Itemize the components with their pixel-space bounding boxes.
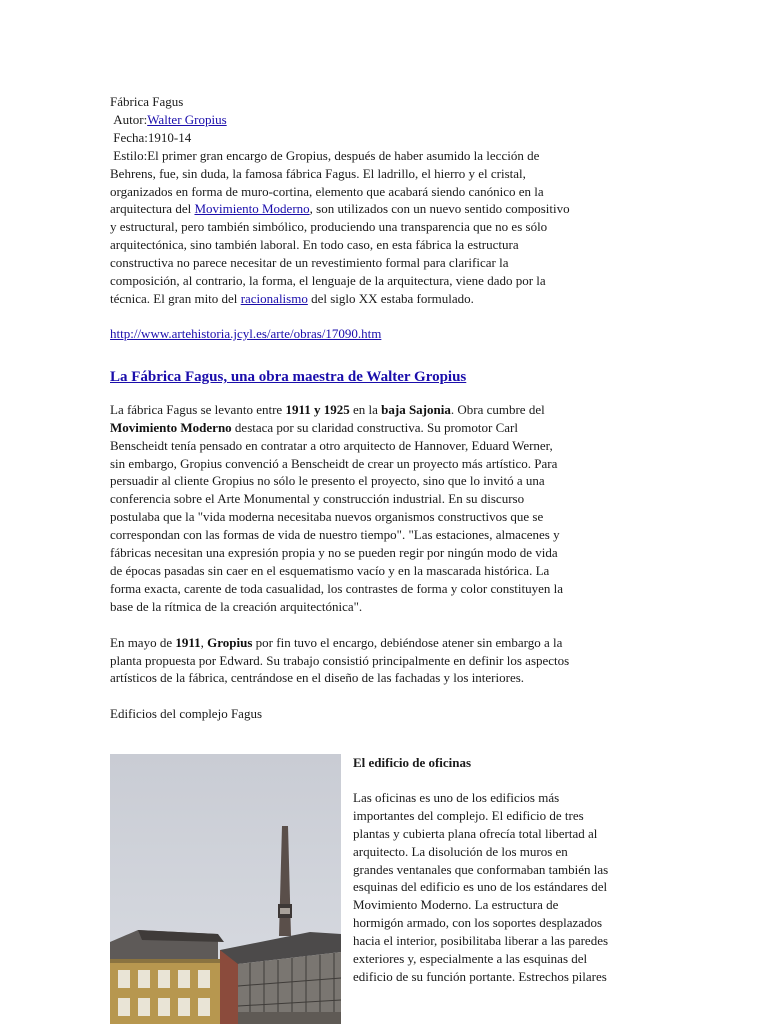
autor-label: Autor: <box>113 111 148 127</box>
p1-line-5: persuadir al cliente Gropius no sólo le presento el proyecto, sino que lo invitó a una <box>110 473 545 489</box>
text-segment: En mayo de <box>110 634 176 650</box>
bold-movement: Movimiento Moderno <box>110 419 232 435</box>
office-line-10: exteriores y, especialmente a las esquinas del <box>353 951 588 967</box>
racionalismo-link[interactable]: racionalismo <box>240 290 308 306</box>
estilo-text: Estilo:El primer gran encargo de Gropius, después de haber asumido la lección de <box>113 147 540 163</box>
p1-line-12: base de la rítmica de la creación arquitectónica". <box>110 598 363 614</box>
estilo-line-4 <box>110 200 658 218</box>
bold-region: baja Sajonia <box>381 401 451 417</box>
p1-line-6: conferencia sobre el Arte Monumental y construcción industrial. En su discurso <box>110 491 525 507</box>
section-title: Edificios del complejo Fagus <box>110 706 263 722</box>
text-segment: en la <box>349 401 382 417</box>
p2-line-1 <box>110 634 658 652</box>
estilo-line-1 <box>110 147 658 165</box>
text-segment: por fin tuvo el encargo, debiéndose atener sin embargo a la <box>252 634 563 650</box>
bold-year: 1911 <box>175 634 201 650</box>
p1-line-4: sin embargo, Gropius convenció a Benscheidt de crear un proyecto más artístico. Para <box>110 455 558 471</box>
text-segment: técnica. El gran mito del <box>110 290 241 306</box>
office-line-9: hacia el interior, posibilitaba liberar a las paredes <box>353 933 609 949</box>
office-line-11: edificio de su función portante. Estrechos pilares <box>353 968 607 984</box>
office-line-4: arquitecto. La disolución de los muros en <box>353 843 568 859</box>
text-segment: arquitectura del <box>110 201 195 217</box>
office-building-section <box>353 754 673 986</box>
p1-line-9: fábricas necesitan una expresión propia y no se pueden regir por ningún modo de vida <box>110 545 558 561</box>
text-segment: , son utilizados con un nuevo sentido compositivo <box>309 201 570 217</box>
office-line-8: hormigón armado, con los soportes desplazados <box>353 915 603 931</box>
source-url-link[interactable]: http://www.artehistoria.jcyl.es/arte/obras/17090.htm <box>110 325 382 341</box>
office-line-7: Movimiento Moderno. La estructura de <box>353 897 559 913</box>
p2-line-2: planta propuesta por Edward. Su trabajo consistió principalmente en definir los aspectos <box>110 652 570 668</box>
document-body <box>110 93 658 723</box>
spacer <box>110 687 658 705</box>
text-segment: del siglo XX estaba formulado. <box>307 290 474 306</box>
p1-line-10: de épocas pasadas sin caer en el esquematismo vacío y en la mascarada histórica. La <box>110 562 550 578</box>
office-line-1: Las oficinas es uno de los edificios más <box>353 789 560 805</box>
office-building-title: El edificio de oficinas <box>353 755 472 770</box>
p1-line-7: postulaba que la "vida moderna necesitaba nuevos organismos constructivos que se <box>110 509 544 525</box>
text-segment: , <box>200 634 208 650</box>
movimiento-moderno-link[interactable]: Movimiento Moderno <box>194 201 310 217</box>
text-segment: La fábrica Fagus se levanto entre <box>110 401 286 417</box>
estilo-line-7: constructiva no parece necesitar de un revestimiento formal para clarificar la <box>110 255 509 271</box>
bold-years: 1911 y 1925 <box>285 401 350 417</box>
bold-gropius: Gropius <box>207 634 253 650</box>
walter-gropius-link[interactable]: Walter Gropius <box>147 111 227 127</box>
p1-line-11: forma exacta, carente de toda casualidad, los contrastes de forma y color constituyen la <box>110 580 564 596</box>
p1-line-1 <box>110 401 658 419</box>
p1-line-2 <box>110 419 658 437</box>
fecha-line <box>110 129 658 147</box>
fecha-text: Fecha:1910-14 <box>113 129 192 145</box>
fagus-factory-photo <box>110 754 341 1024</box>
estilo-line-9 <box>110 290 658 308</box>
autor-line <box>110 111 658 129</box>
spacer <box>110 616 658 634</box>
office-line-5: grandes ventanales que conformaban también las <box>353 861 609 877</box>
estilo-line-3: organizados en forma de muro-cortina, elemento que acabará siendo canónico en la <box>110 183 544 199</box>
text-segment: . Obra cumbre del <box>450 401 545 417</box>
p1-line-3: Benscheidt tenía pensado en contratar a otro arquitecto de Hannover, Eduard Werner, <box>110 437 553 453</box>
estilo-line-2: Behrens, fue, sin duda, la famosa fábrica Fagus. El ladrillo, el hierro y el cristal, <box>110 165 526 181</box>
article-heading-link[interactable]: La Fábrica Fagus, una obra maestra de Walter Gropius <box>110 368 467 385</box>
p1-line-8: correspondan con las formas de vida de nuestro tiempo". "Las estaciones, almacenes y <box>110 527 560 543</box>
estilo-line-5: y estructural, pero también simbólico, produciendo una transparencia que no es sólo <box>110 219 548 235</box>
office-line-2: importantes del complejo. El edificio de tres <box>353 807 584 823</box>
text-segment: destaca por su claridad constructiva. Su promotor Carl <box>231 419 518 435</box>
office-line-6: esquinas del edificio es uno de los estándares del <box>353 879 608 895</box>
estilo-line-8: composición, al contrario, la forma, el lenguaje de la arquitectura, viene dado por la <box>110 273 546 289</box>
p2-line-3: artísticos de la fábrica, centrándose en el diseño de las fachadas y los interiores. <box>110 670 525 686</box>
estilo-line-6: arquitectónica, sino también laboral. En todo caso, en esta fábrica la estructura <box>110 237 519 253</box>
factory-photo-illustration <box>110 754 341 1024</box>
doc-title: Fábrica Fagus <box>110 94 184 109</box>
office-line-3: plantas y cubierta plana ofrecía total libertad al <box>353 825 598 841</box>
spacer <box>110 308 658 325</box>
